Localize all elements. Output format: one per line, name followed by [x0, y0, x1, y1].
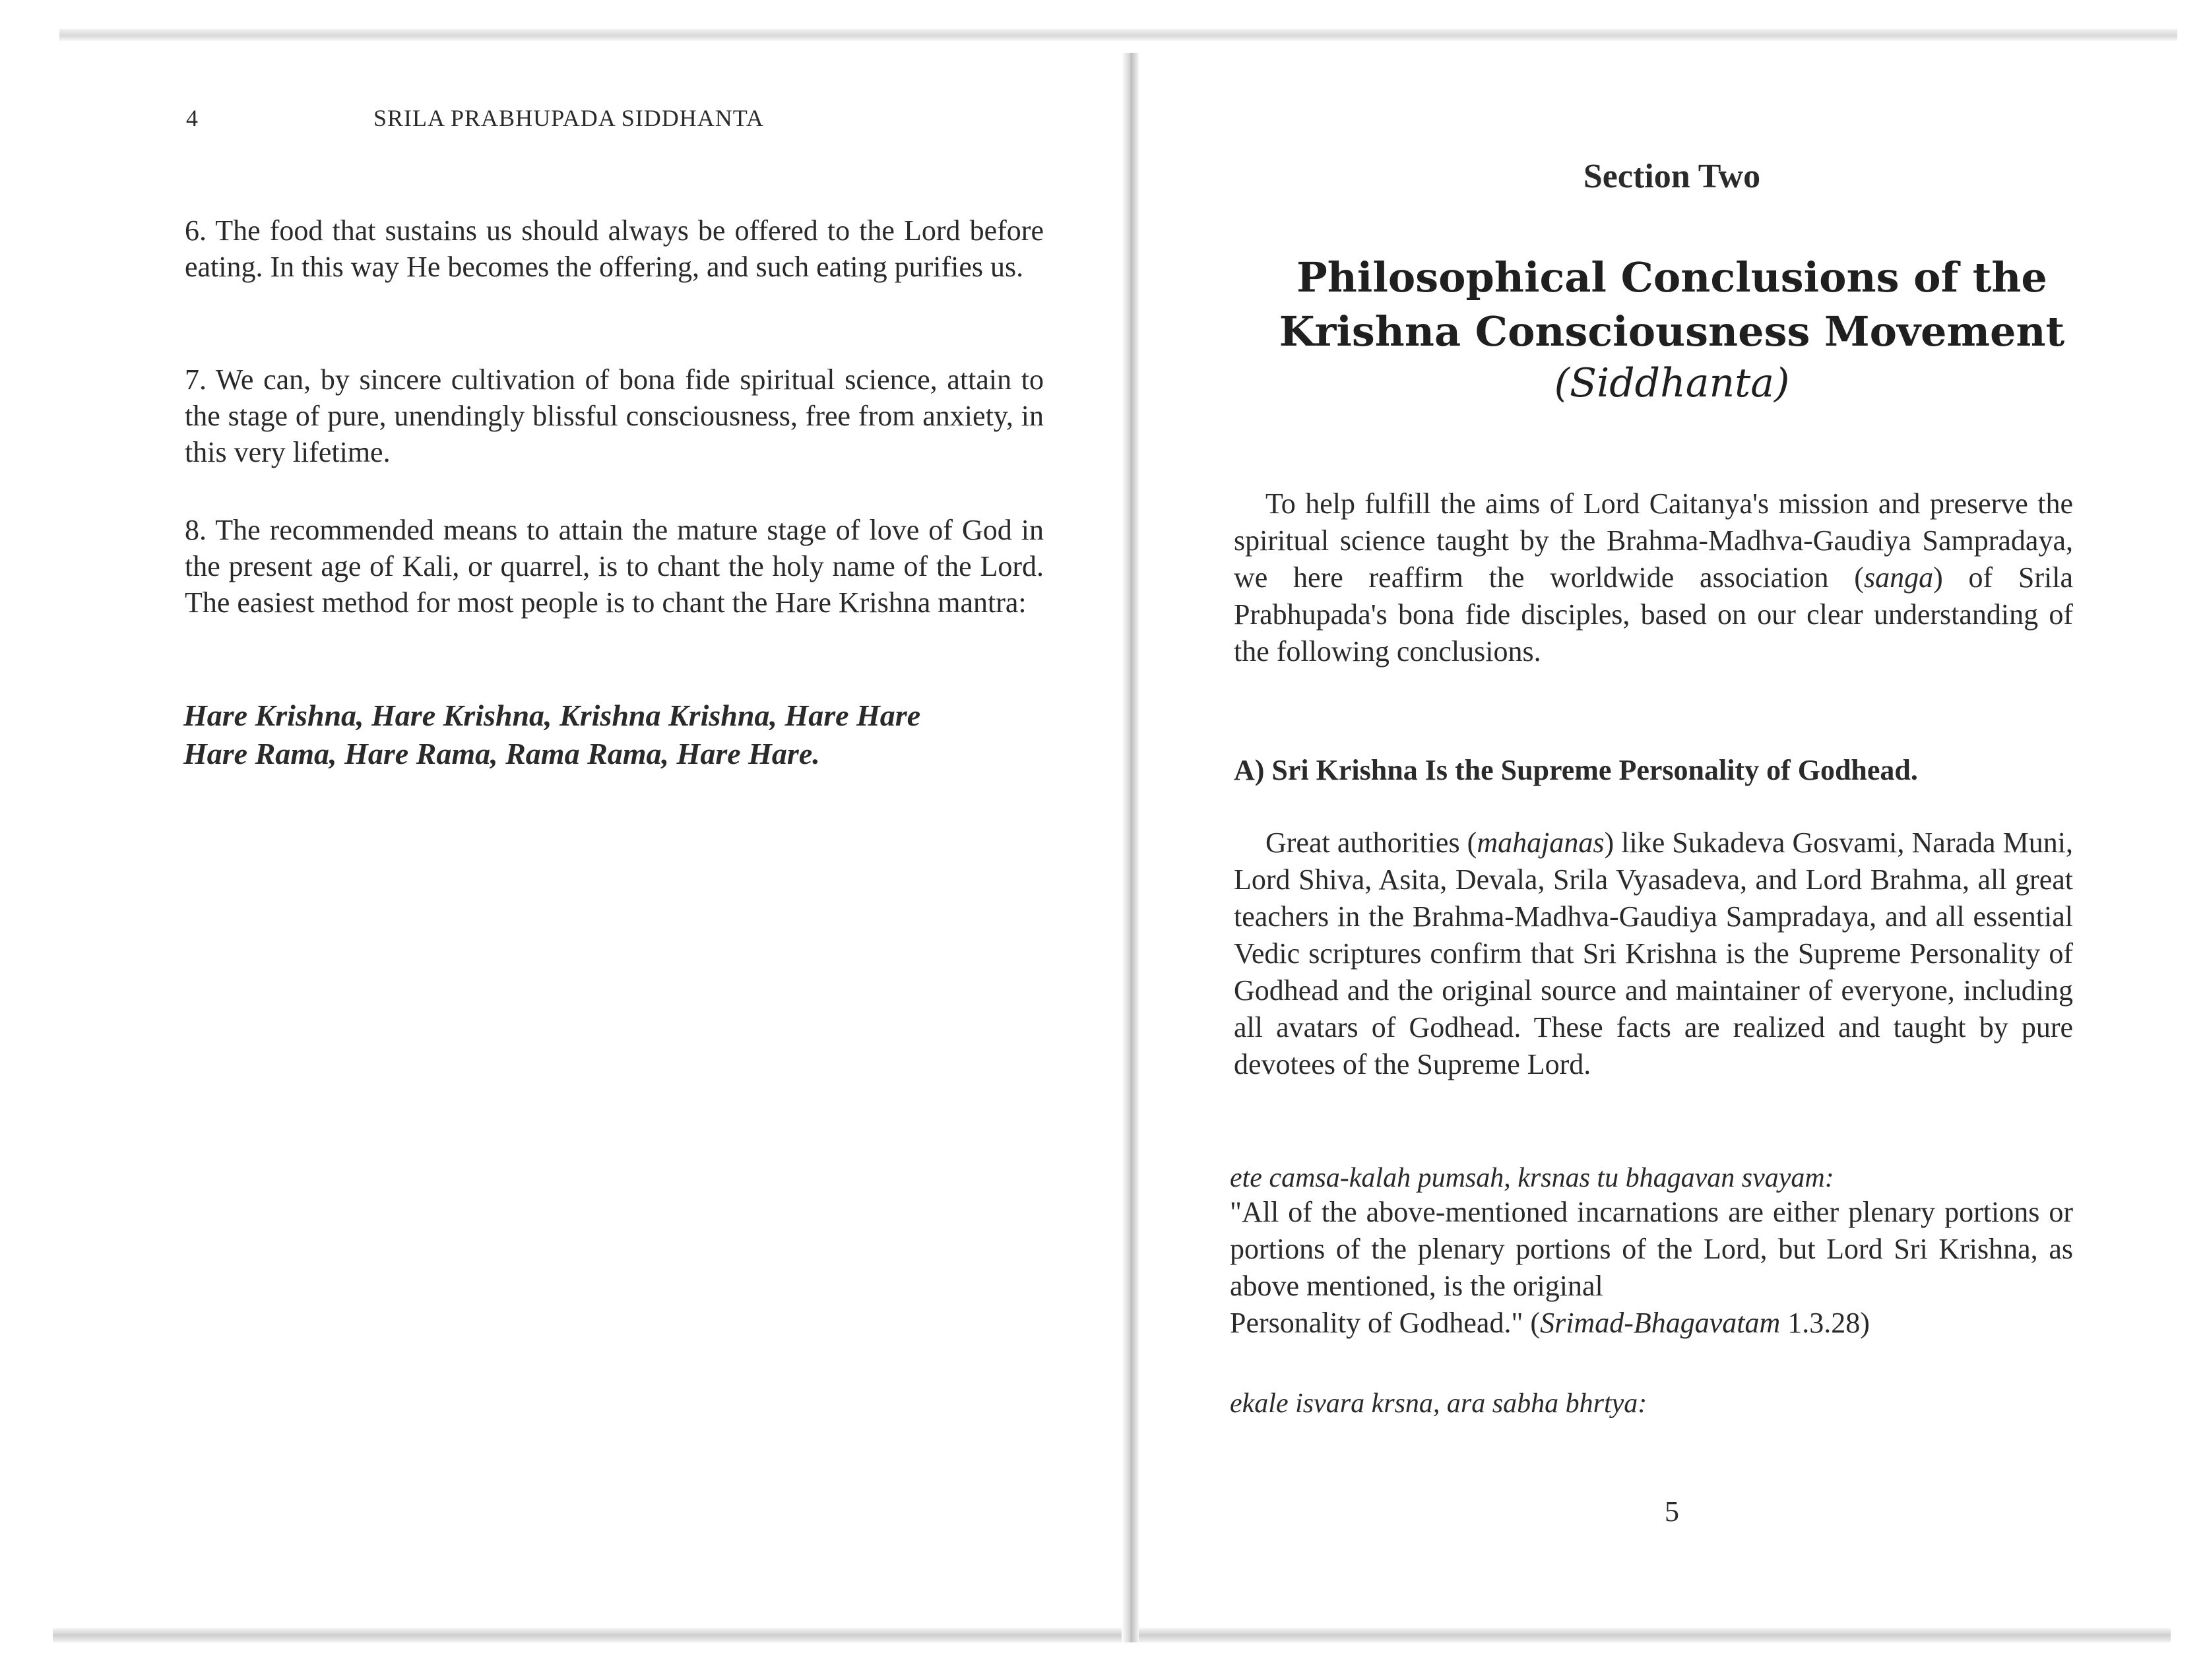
running-title: SRILA PRABHUPADA SIDDHANTA — [373, 105, 764, 131]
authorities-text-1: Great authorities ( — [1265, 826, 1477, 859]
section-label: Section Two — [1583, 158, 1761, 195]
heading-a: A) Sri Krishna Is the Supreme Personality of Godhead. — [1234, 754, 1918, 786]
quote-last-text: Personality of Godhead." ( — [1230, 1307, 1541, 1339]
paragraph-8: 8. The recommended means to attain the mature stage of love of God in the present age of Kali, or quarrel, is to chant the holy name of the Lord. The easiest method for most people is to chant the Hare Krishna mantra: — [185, 514, 1044, 619]
intro-italic-term: sanga — [1863, 561, 1934, 594]
chapter-title — [1139, 251, 2205, 359]
book-gutter — [1122, 53, 1139, 1642]
right-page-number: 5 — [1665, 1495, 1679, 1528]
hare-krishna-mantra — [183, 697, 1054, 773]
mantra-line-1: Hare Krishna, Hare Krishna, Krishna Krishna, Hare Hare — [183, 699, 921, 732]
intro-text-2: ) of Srila Prabhupada's bona fide disciples, based on our clear understanding of the following conclusions. — [1234, 561, 2074, 668]
paragraph-7: 7. We can, by sincere cultivation of bona fide spiritual science, attain to the stage of pure, unendingly blissful consciousness, free from anxiety, in this very lifetime. — [185, 363, 1044, 468]
intro-paragraph — [1234, 485, 2073, 670]
quote-paragraph: "All of the above-mentioned incarnations are either plenary portions or portions of the plenary portions of the Lord, but Lord Sri Krishna, as above mentioned, is the original — [1230, 1196, 2073, 1302]
chapter-subtitle: (Siddhanta) — [1554, 360, 1790, 406]
title-line-1: Philosophical Conclusions of the — [1296, 253, 2047, 301]
verse-1: ete camsa-kalah pumsah, krsnas tu bhagavan svayam: — [1230, 1163, 1834, 1193]
title-line-2: Krishna Consciousness Movement — [1279, 307, 2065, 356]
quote-last-line — [1230, 1306, 1870, 1340]
intro-text-1: To help fulfill the aims of Lord Caitanya's mission and preserve the spiritual science taught by the Brahma-Madhva-Gaudiya Sampradaya, we here reaffirm the worldwide association ( — [1234, 487, 2073, 594]
left-page-number: 4 — [186, 105, 198, 131]
authorities-italic-term: mahajanas — [1477, 826, 1605, 859]
quote-source: Srimad-Bhagavatam — [1540, 1307, 1781, 1339]
verse-2: ekale isvara krsna, ara sabha bhrtya: — [1230, 1388, 1647, 1419]
mantra-line-2: Hare Rama, Hare Rama, Rama Rama, Hare Hare. — [183, 737, 820, 770]
authorities-paragraph — [1234, 824, 2073, 1083]
paragraph-6: 6. The food that sustains us should always be offered to the Lord before eating. In this way He becomes the offering, and such eating purifies us. — [185, 214, 1044, 283]
right-page — [1139, 0, 2205, 1680]
quote-reference: 1.3.28) — [1780, 1307, 1870, 1339]
authorities-text-2: ) like Sukadeva Gosvami, Narada Muni, Lord Shiva, Asita, Devala, Srila Vyasadeva, and Lord Brahma, all great teachers in the Brahma-Madhva-Gaudiya Sampradaya, and all essential Vedic scriptures confirm that Sri Krishna is the Supreme Personality of Godhead and the original source and maintainer of everyone, including all avatars of Godhead. These facts are realized and taught by pure devotees of the Supreme Lord. — [1234, 826, 2073, 1080]
